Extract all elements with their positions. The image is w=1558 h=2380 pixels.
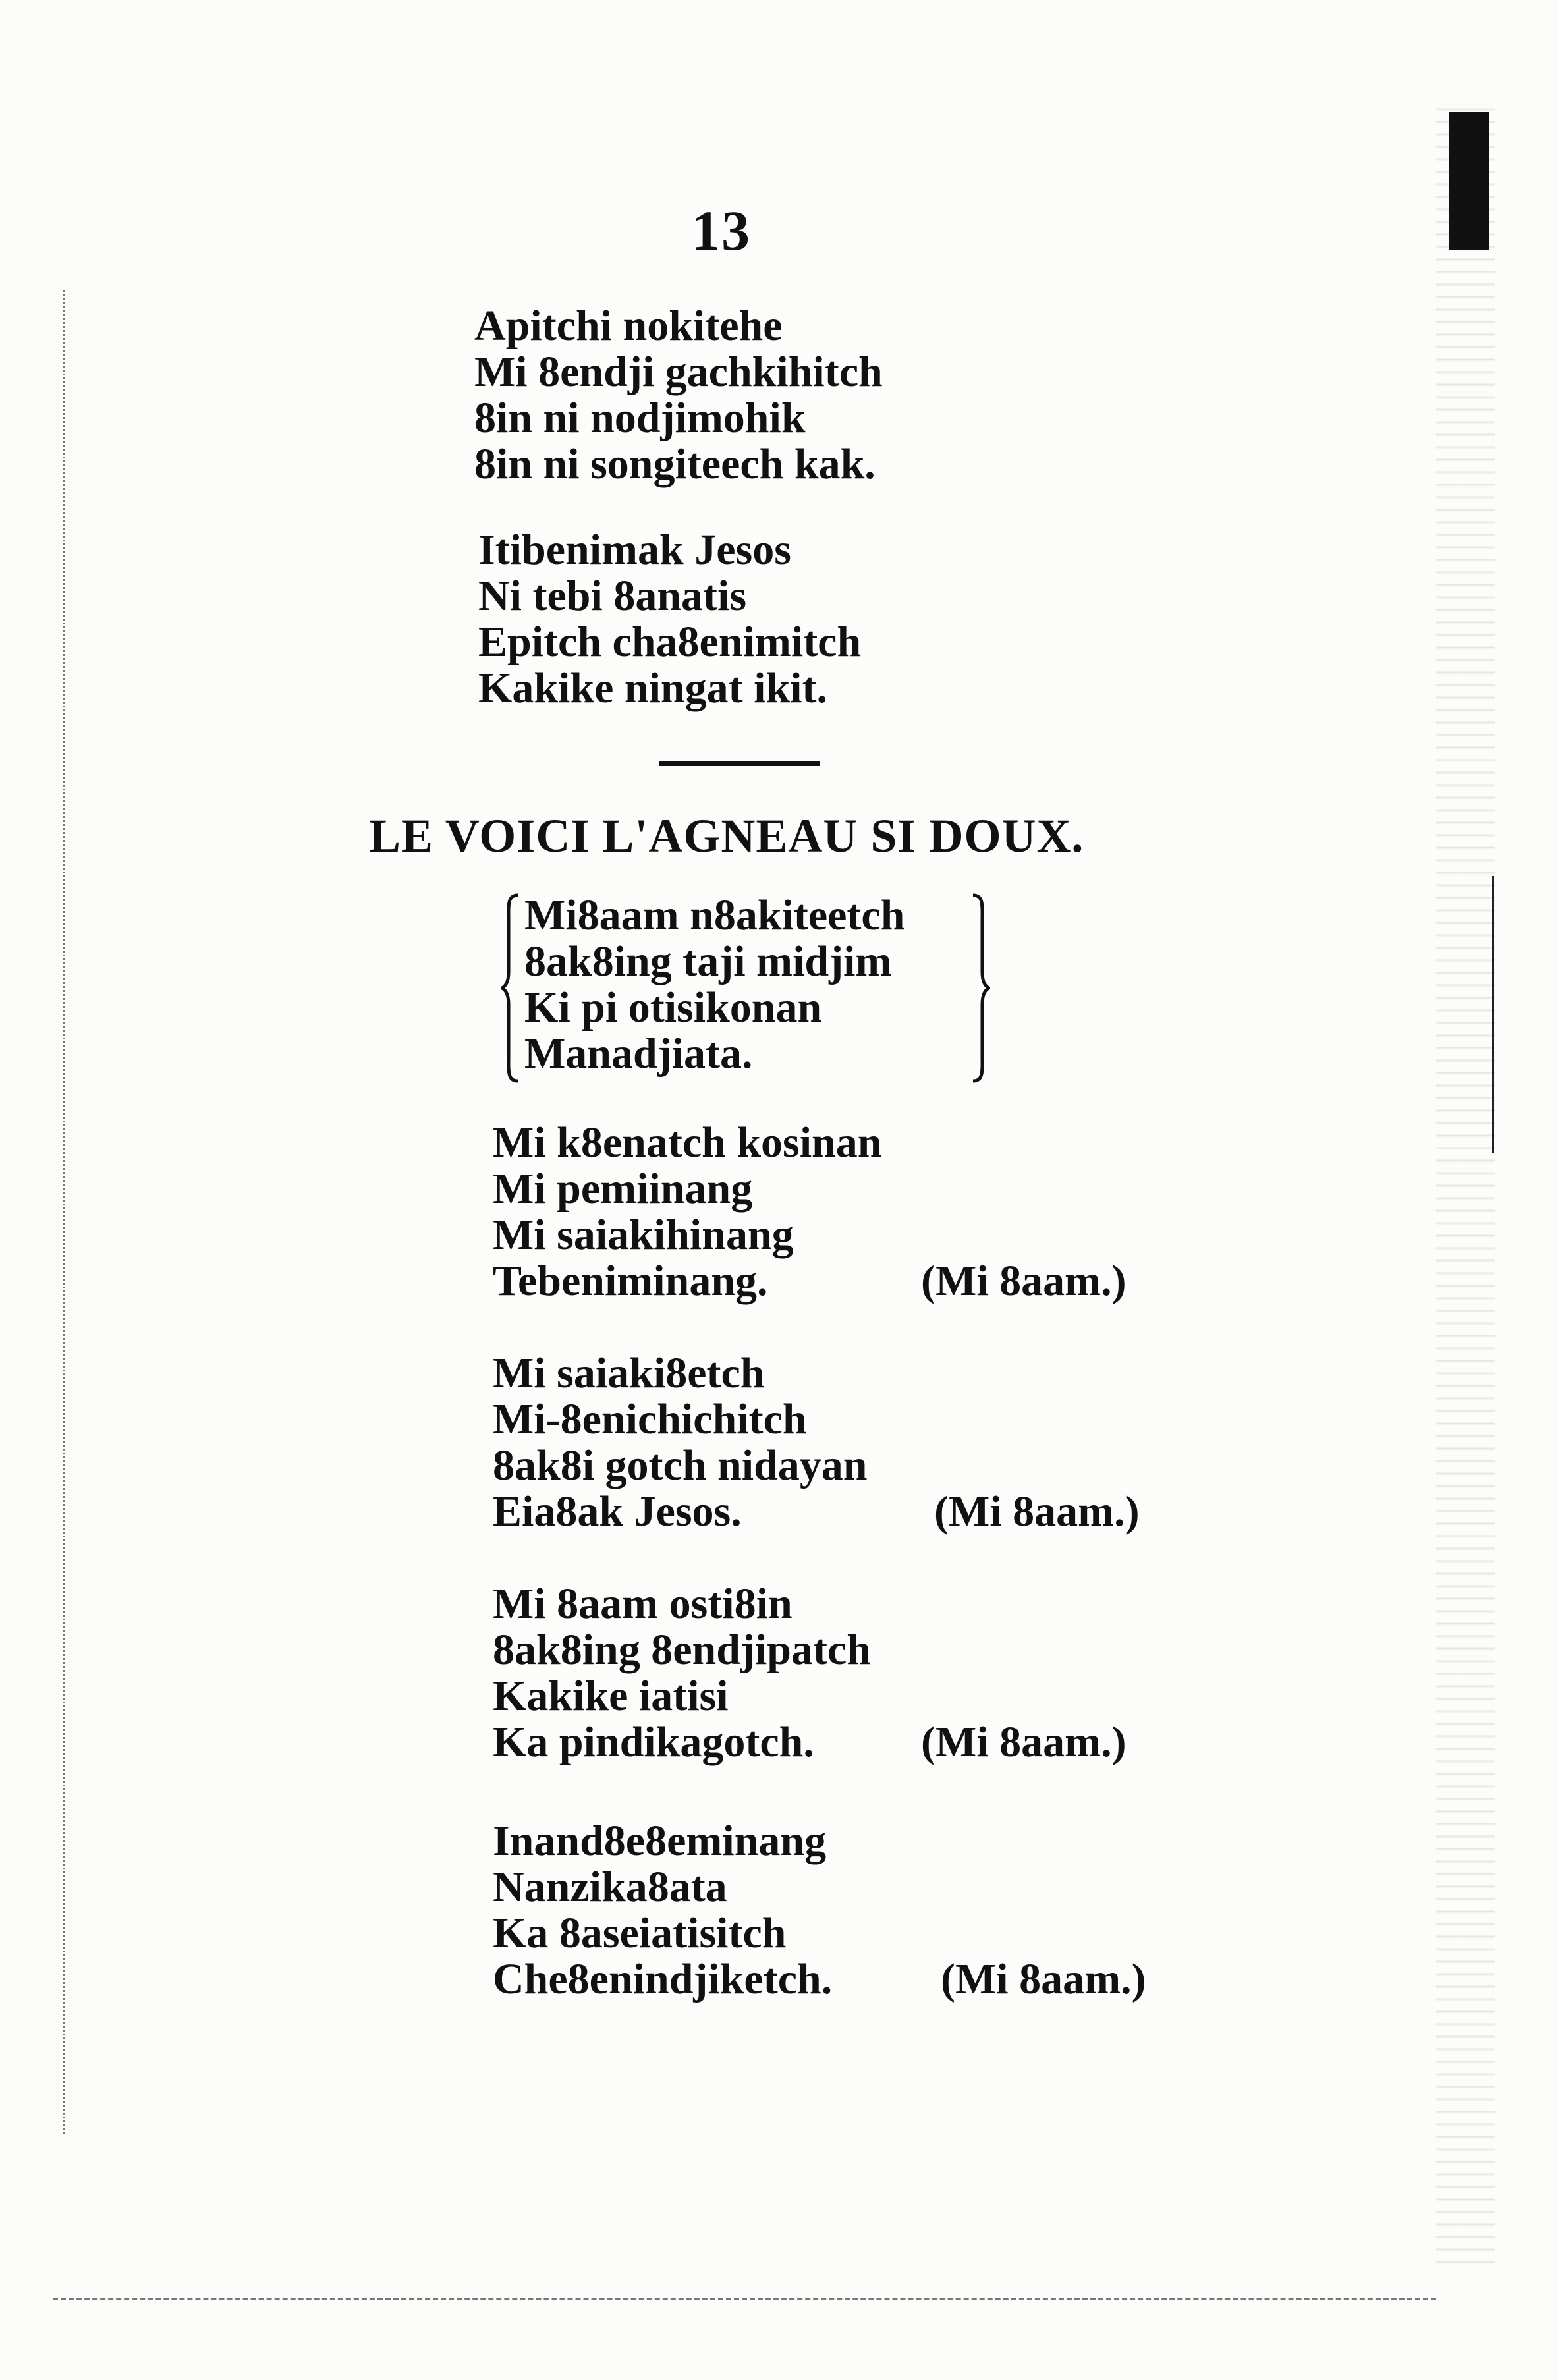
chorus xyxy=(524,893,904,1077)
stanza-line: Itibenimak Jesos xyxy=(478,526,791,574)
song-title: LE VOICI L'AGNEAU SI DOUX. xyxy=(369,810,1084,862)
chorus-line: Mi8aam n8akiteetch xyxy=(524,891,905,939)
binding-shadow xyxy=(1436,99,1495,2273)
verse-3 xyxy=(493,1580,1127,1766)
stanza-line: Mi 8endji gachkihitch xyxy=(474,348,883,396)
page-bottom-edge xyxy=(53,2298,1436,2300)
refrain-cue: (Mi 8aam.) xyxy=(921,1718,1127,1766)
verse-last-line xyxy=(493,1487,1140,1536)
stanza-line: Kakike ningat ikit. xyxy=(478,664,827,712)
verse-4 xyxy=(493,1817,1146,2003)
verse-line: Mi pemiinang xyxy=(493,1165,753,1213)
verse-line: Tebeniminang. xyxy=(493,1257,768,1305)
page-edge-mark xyxy=(1492,876,1494,1153)
stanza-line: Ni tebi 8anatis xyxy=(478,572,747,620)
verse-line: Mi-8enichichitch xyxy=(493,1395,807,1443)
verse-line: Che8enindjiketch. xyxy=(493,1955,833,2003)
verse-line: Nanzika8ata xyxy=(493,1863,727,1911)
section-divider xyxy=(659,761,820,766)
stanza-1 xyxy=(474,303,883,487)
refrain-cue: (Mi 8aam.) xyxy=(941,1955,1146,2003)
stanza-line: Epitch cha8enimitch xyxy=(478,618,862,666)
verse-line: Inand8e8eminang xyxy=(493,1817,827,1865)
verse-line: Mi saiaki8etch xyxy=(493,1349,765,1397)
verse-line: Mi k8enatch kosinan xyxy=(493,1119,882,1167)
verse-2 xyxy=(493,1349,1140,1536)
verse-last-line xyxy=(493,1955,1146,2003)
verse-line: Eia8ak Jesos. xyxy=(493,1487,742,1536)
verse-line: Ka pindikagotch. xyxy=(493,1718,814,1766)
stanza-2 xyxy=(478,527,861,711)
right-brace xyxy=(972,893,990,1084)
verse-line: 8ak8ing 8endjipatch xyxy=(493,1626,871,1674)
verse-last-line xyxy=(493,1718,1127,1766)
chorus-block xyxy=(501,893,1001,1090)
verse-line: Mi 8aam osti8in xyxy=(493,1580,793,1628)
verse-last-line xyxy=(493,1257,1127,1305)
page-number: 13 xyxy=(692,199,751,262)
verse-line: 8ak8i gotch nidayan xyxy=(493,1441,868,1489)
chorus-line: 8ak8ing taji midjim xyxy=(524,937,892,985)
page-edge-left xyxy=(63,290,67,2134)
chorus-line: Ki pi otisikonan xyxy=(524,983,822,1032)
verse-line: Ka 8aseiatisitch xyxy=(493,1909,787,1957)
refrain-cue: (Mi 8aam.) xyxy=(921,1257,1127,1305)
stanza-line: 8in ni nodjimohik xyxy=(474,394,806,442)
stanza-line: Apitchi nokitehe xyxy=(474,302,783,350)
left-brace xyxy=(501,893,519,1084)
verse-1 xyxy=(493,1119,1127,1305)
verse-line: Kakike iatisi xyxy=(493,1672,729,1720)
chorus-line: Manadjiata. xyxy=(524,1030,753,1078)
binding-mark xyxy=(1449,112,1489,250)
stanza-line: 8in ni songiteech kak. xyxy=(474,440,876,488)
refrain-cue: (Mi 8aam.) xyxy=(934,1487,1140,1536)
verse-line: Mi saiakihinang xyxy=(493,1211,794,1259)
